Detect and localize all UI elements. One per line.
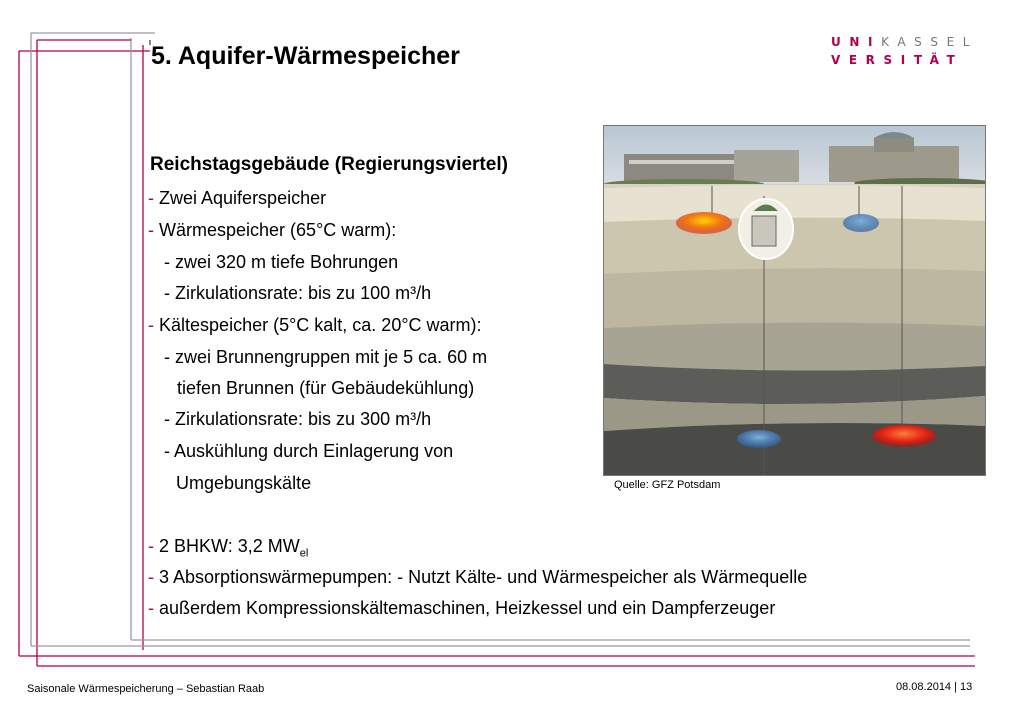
university-logo xyxy=(831,33,978,69)
bullet-dash: - xyxy=(148,567,154,587)
list-item: - 3 Absorptionswärmepumpen: - Nutzt Kälte- und Wärmespeicher als Wärmequelle xyxy=(148,567,808,587)
aquifer-cross-section-image xyxy=(604,126,985,475)
list-subitem: - Auskühlung durch Einlagerung von xyxy=(164,441,454,461)
bullet-dash: - xyxy=(148,598,154,618)
list-subitem: - Zirkulationsrate: bis zu 300 m³/h xyxy=(164,409,432,429)
footer-author: Saisonale Wärmespeicherung – Sebastian Raab xyxy=(27,683,265,695)
list-subitem: - Zirkulationsrate: bis zu 100 m³/h xyxy=(164,283,432,303)
figure-caption: Quelle: GFZ Potsdam xyxy=(614,479,721,491)
bullet-dash: - xyxy=(148,188,154,208)
list-item: - Kältespeicher (5°C kalt, ca. 20°C warm): xyxy=(148,315,482,335)
bullet-dash: - xyxy=(148,315,154,335)
bullet-dash: - xyxy=(148,536,154,556)
logo-uni: UNI xyxy=(831,35,882,49)
list-item: - außerdem Kompressionskältemaschinen, Heizkessel und ein Dampferzeuger xyxy=(148,598,776,618)
list-item: - 2 BHKW: 3,2 $MW_{el}$ xyxy=(148,536,309,560)
list-subitem: - zwei Brunnengruppen mit je 5 ca. 60 m xyxy=(164,347,488,367)
logo-kassel: KASSEL xyxy=(881,35,979,49)
logo-versitaet: VERSITÄT xyxy=(831,53,964,67)
list-item: - Wärmespeicher (65°C warm): xyxy=(148,220,397,240)
footer-date-page: 08.08.2014 | 13 xyxy=(896,681,973,693)
list-subitem: Umgebungskälte xyxy=(176,473,312,493)
list-item: - Zwei Aquiferspeicher xyxy=(148,188,327,208)
bullet-dash: - xyxy=(148,220,154,240)
list-subitem: tiefen Brunnen (für Gebäudekühlung) xyxy=(177,378,475,398)
page-title: 5. Aquifer-Wärmespeicher xyxy=(151,42,460,70)
aquifer-illustration xyxy=(603,125,986,476)
section-heading: Reichstagsgebäude (Regierungsviertel) xyxy=(150,154,508,175)
list-subitem: - zwei 320 m tiefe Bohrungen xyxy=(164,252,399,272)
